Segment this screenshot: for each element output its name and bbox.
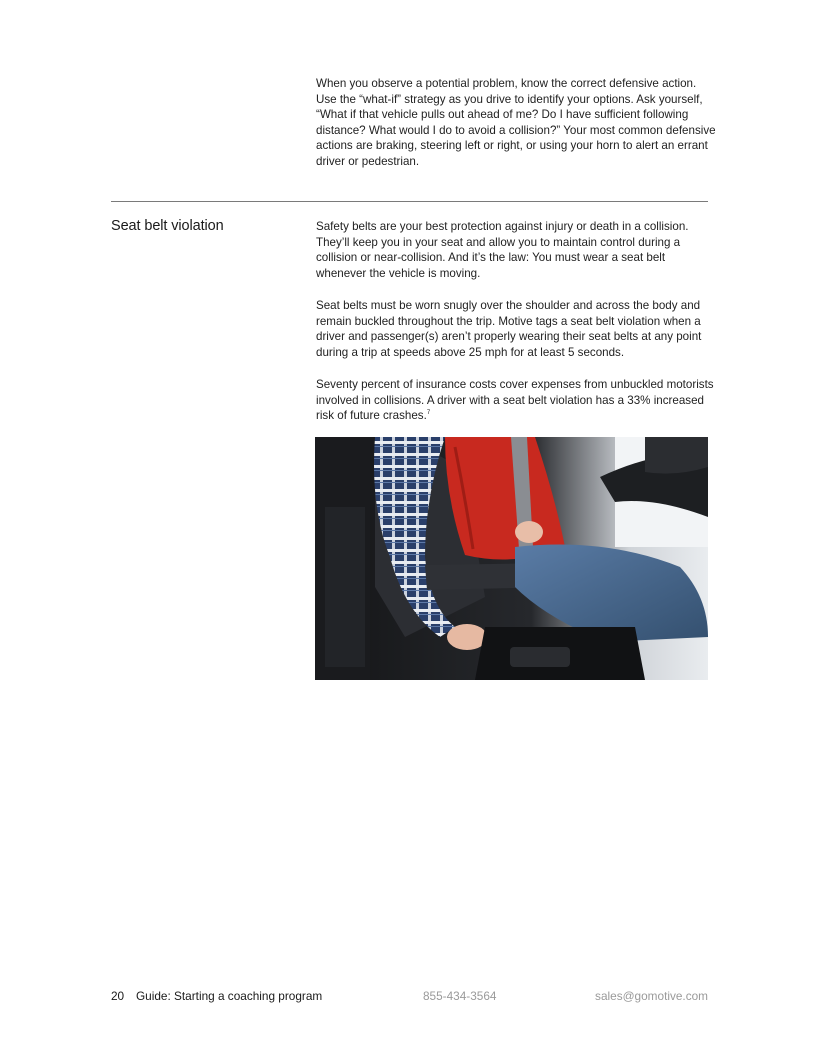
footer-phone[interactable]: 855-434-3564 — [423, 989, 497, 1003]
section-title: Seat belt violation — [111, 218, 224, 234]
seat-belt-paragraph-3 — [316, 377, 716, 424]
footer-email-link[interactable]: sales@gomotive.com — [595, 989, 708, 1003]
footer-page-number: 20 — [111, 989, 125, 1003]
footnote-marker: 7 — [426, 410, 431, 417]
section-divider — [111, 201, 708, 202]
seat-belt-paragraph-2: Seat belts must be worn snugly over the shoulder and across the body and remain buckled throughout the trip. Motive tags a seat belt violation when a driver and passenger(s) aren’t properly wearing their seat belts at any point during a trip at speeds above 25 mph for at least 5 seconds. — [316, 299, 702, 359]
footer-doc-title: Guide: Starting a coaching program — [136, 989, 323, 1003]
intro-paragraph: When you observe a potential problem, know the correct defensive action. Use the “what-if” strategy as you drive to identify your options. Ask yourself, “What if that vehicle pulls out ahead of me? Do I have sufficient following distance? What would I do to avoid a collision?” Your most common defensive actions are braking, steering left or right, or using your horn to alert an errant driver or pedestrian. — [316, 77, 716, 168]
seat-belt-paragraph-3-text: Seventy percent of insurance costs cover expenses from unbuckled motorists involved in collisions. A driver with a seat belt violation has a 33% increased risk of future crashes. — [316, 378, 714, 423]
seat-belt-paragraph-1: Safety belts are your best protection against injury or death in a collision. They’ll keep you in your seat and allow you to maintain control during a collision or near-collision. And it’s the law: You must wear a seat belt whenever the vehicle is moving. — [316, 220, 689, 280]
seat-belt-photo — [315, 437, 708, 680]
